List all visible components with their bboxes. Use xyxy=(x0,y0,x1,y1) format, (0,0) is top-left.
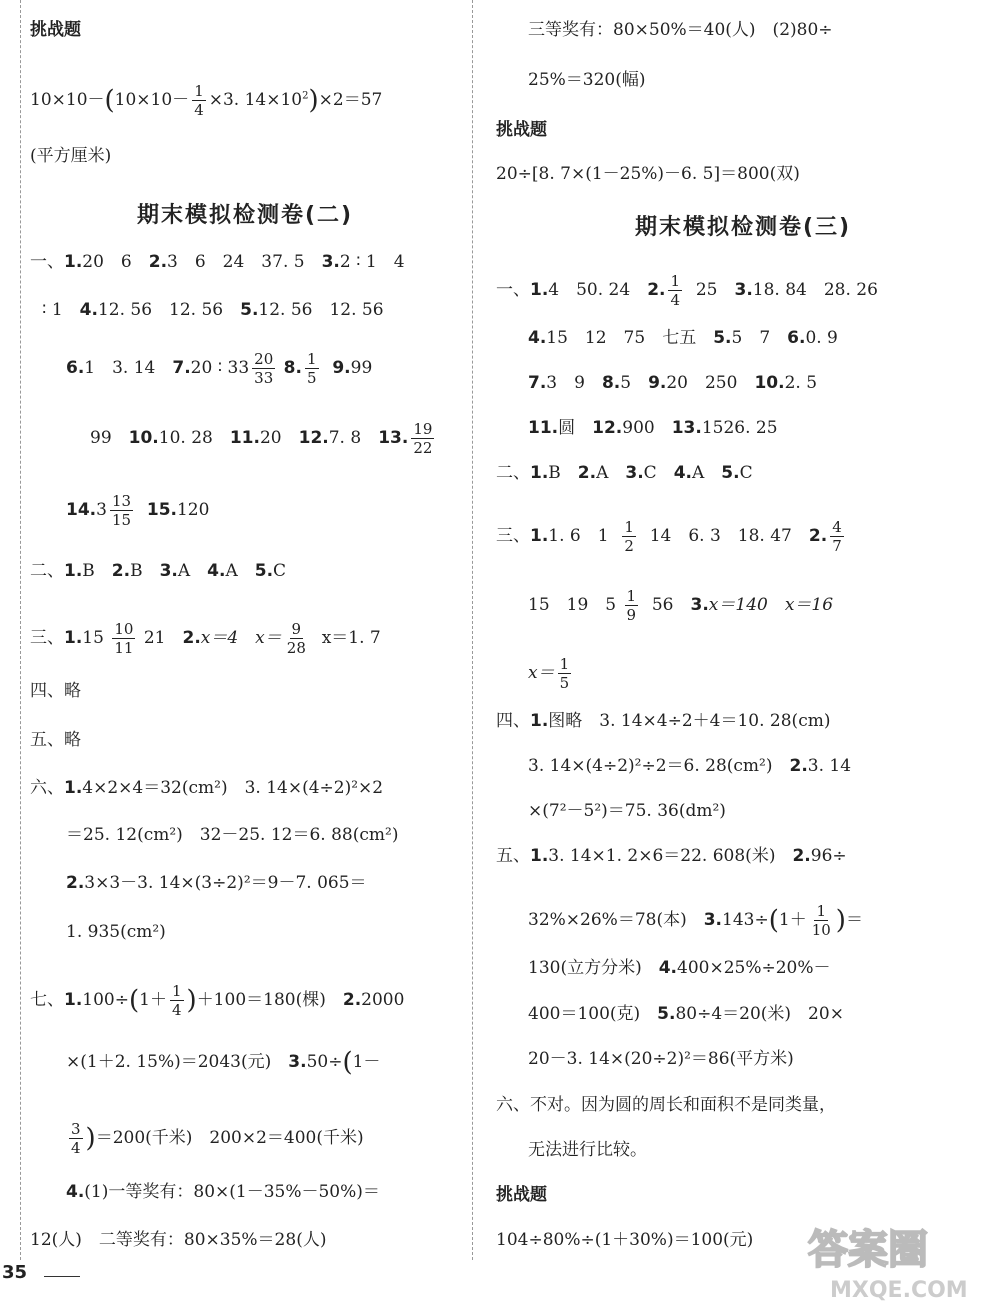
fraction: $\frac{3}{4}$ xyxy=(71,1120,81,1157)
fraction: $\frac{10}{11}$ xyxy=(114,620,134,657)
fraction: $\frac{1}{5}$ xyxy=(559,655,570,692)
answer-line: 五、略 xyxy=(30,730,81,750)
answer-line: 99 10.10. 28 11.20 12.7. 8 13. $\frac{19}{22}$ xyxy=(90,420,433,457)
answer-line: 4.15 12 75 七五 5.5 7 6.0. 9 xyxy=(528,328,838,348)
fraction: $\frac{13}{15}$ xyxy=(111,492,132,529)
fraction: $\frac{1}{4}$ xyxy=(194,82,204,119)
answer-line: 400＝100(克) 5.80÷4＝20(米) 20× xyxy=(528,1004,844,1024)
answer-line: 20－3. 14×(20÷2)²＝86(平方米) xyxy=(528,1049,794,1069)
challenge-equation: 20÷[8. 7×(1－25%)－6. 5]＝800(双) xyxy=(496,164,800,184)
fraction: $\frac{1}{5}$ xyxy=(306,350,317,387)
answer-line: ×(1＋2. 15%)＝2043(元) 3.50÷(1－ xyxy=(66,1047,381,1078)
answer-line: 6.1 3. 14 7.20 ∶ 33 $\frac{20}{33}$ 8. $\frac{1}{5}$ 9.99 xyxy=(66,350,373,387)
page-number-rule xyxy=(44,1276,80,1277)
challenge-heading: 挑战题 xyxy=(30,20,81,40)
answer-line: 四、1.图略 3. 14×4÷2＋4＝10. 28(cm) xyxy=(496,711,831,731)
answer-line: ×(7²－5²)＝75. 36(dm²) xyxy=(528,801,726,821)
challenge-heading: 挑战题 xyxy=(496,120,547,140)
answer-line: 七、1.100÷(1＋ $\frac{1}{4}$ )＋100＝180(棵) 2.2000 xyxy=(30,982,405,1019)
answer-line: ＝25. 12(cm²) 32－25. 12＝6. 88(cm²) xyxy=(66,825,399,845)
answer-line: 三、1.1. 6 1 $\frac{1}{2}$ 14 6. 3 18. 47 2. $\frac{4}{7}$ xyxy=(496,518,842,555)
answer-line: 三、1.15 $\frac{10}{11}$ 21 2.x＝4 x＝ $\frac{9}{28}$ x＝1. 7 xyxy=(30,620,381,657)
fraction: $\frac{4}{7}$ xyxy=(832,518,842,555)
watermark-logo xyxy=(800,1215,990,1305)
answer-line: 12(人) 二等奖有：80×35%＝28(人) xyxy=(30,1230,327,1250)
challenge-equation: 104÷80%÷(1＋30%)＝100(元) xyxy=(496,1230,754,1250)
left-margin-line xyxy=(20,0,21,1260)
fraction: $\frac{1}{4}$ xyxy=(171,982,182,1019)
answer-line: 7.3 9 8.5 9.20 250 10.2. 5 xyxy=(528,373,818,393)
challenge-equation: 10×10－(10×10－ $\frac{1}{4}$ ×3. $14\times 10^2)\times 2=57$ xyxy=(30,82,383,119)
section-title: 期末模拟检测卷(二) xyxy=(136,203,354,228)
answer-line: $\frac{3}{4}$ )＝200(千米) 200×2＝400(千米) xyxy=(71,1120,364,1157)
answer-line: 11.圆 12.900 13.1526. 25 xyxy=(528,418,778,438)
answer-line: 4.(1)一等奖有：80×(1－35%－50%)＝ xyxy=(66,1182,380,1202)
page-number: 35 xyxy=(2,1262,28,1283)
watermark-en: MXQE.COM xyxy=(830,1278,968,1303)
answer-line: 15 19 5 $\frac{1}{9}$ 56 3.x＝140 x＝16 xyxy=(528,587,834,624)
fraction: $\frac{1}{10}$ xyxy=(811,902,831,939)
answer-line: 2.3×3－3. 14×(3÷2)²＝9－7. 065＝ xyxy=(66,873,367,893)
answer-line: 无法进行比较。 xyxy=(528,1140,647,1160)
fraction: $\frac{1}{9}$ xyxy=(626,587,637,624)
answer-line: 14.3 $\frac{13}{15}$ 15.120 xyxy=(66,492,210,529)
answer-line: 3. 14×(4÷2)²÷2＝6. 28(cm²) 2.3. 14 xyxy=(528,756,852,776)
section-title: 期末模拟检测卷(三) xyxy=(634,215,852,240)
answer-line: 32%×26%＝78(本) 3.143÷(1＋ $\frac{1}{10}$ )＝ xyxy=(528,902,863,939)
answer-line: 一、1.20 6 2.3 6 24 37. 5 3.2 ∶ 1 4 xyxy=(30,252,405,272)
answer-line: 六、不对。因为圆的周长和面积不是同类量， xyxy=(496,1095,836,1115)
answer-line: 四、略 xyxy=(30,681,81,701)
fraction: $\frac{9}{28}$ xyxy=(286,620,306,657)
fraction: $\frac{1}{4}$ xyxy=(670,272,681,309)
fraction: $\frac{20}{33}$ xyxy=(254,350,274,387)
answer-line: 130(立方分米) 4.400×25%÷20%－ xyxy=(528,958,831,978)
answer-line: 25%＝320(幅) xyxy=(528,70,646,90)
challenge-heading: 挑战题 xyxy=(496,1185,547,1205)
answer-line: 六、1.4×2×4＝32(cm²) 3. 14×(4÷2)²×2 xyxy=(30,778,384,798)
fraction: $\frac{1}{2}$ xyxy=(624,518,634,555)
unit-text: (平方厘米) xyxy=(30,146,112,166)
column-divider xyxy=(472,0,473,1260)
answer-line: 五、1.3. 14×1. 2×6＝22. 608(米) 2.96÷ xyxy=(496,846,847,866)
answer-line: ∶ 1 4.12. 56 12. 56 5.12. 56 12. 56 xyxy=(42,300,384,320)
answer-line: 二、1.B 2.A 3.C 4.A 5.C xyxy=(496,463,753,483)
answer-line: x＝ $\frac{1}{5}$ xyxy=(528,655,570,692)
fraction: $\frac{19}{22}$ xyxy=(413,420,433,457)
answer-line: 一、1.4 50. 24 2. $\frac{1}{4}$ 25 3.18. 84 28. 26 xyxy=(496,272,878,309)
answer-line: 1. 935(cm²) xyxy=(66,922,166,942)
answer-line: 二、1.B 2.B 3.A 4.A 5.C xyxy=(30,561,287,581)
watermark-cn: 答案圈 xyxy=(808,1227,928,1273)
answer-line: 三等奖有：80×50%＝40(人) (2)80÷ xyxy=(528,20,833,40)
